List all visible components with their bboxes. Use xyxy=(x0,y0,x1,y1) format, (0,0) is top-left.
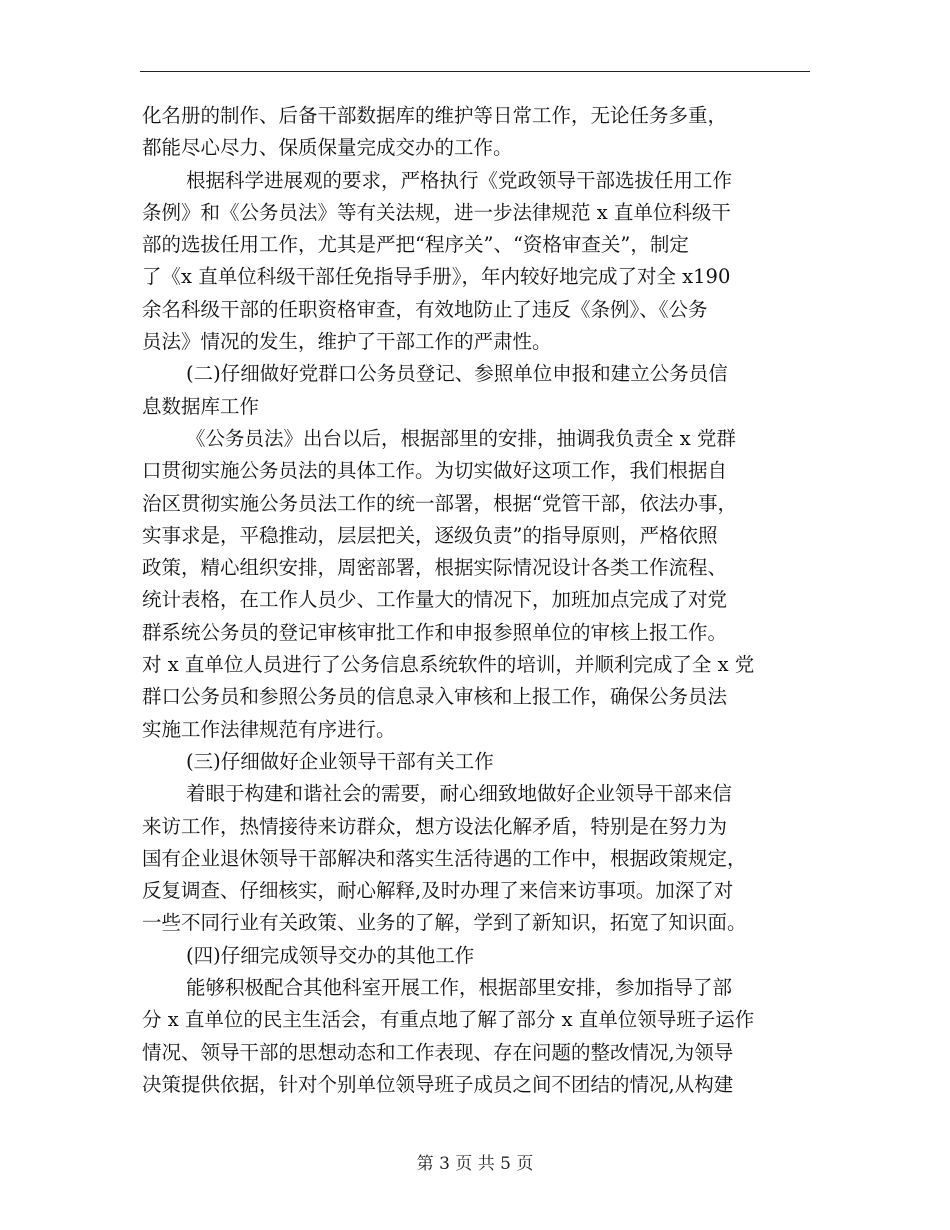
text-line: (四)仔细完成领导交办的其他工作 xyxy=(186,943,475,967)
text-line: 情况、领导干部的思想动态和工作表现、存在问题的整改情况,为领导 xyxy=(142,1040,734,1064)
text-line: 口贯彻实施公务员法的具体工作。为切实做好这项工作，我们根据自 xyxy=(142,459,728,483)
text-line: (三)仔细做好企业领导干部有关工作 xyxy=(186,749,494,773)
text-line: 了《x 直单位科级干部任免指导手册》，年内较好地完成了对全 x190 xyxy=(142,265,731,289)
text-line: (二)仔细做好党群口公务员登记、参照单位申报和建立公务员信 xyxy=(186,362,728,386)
text-line: 一些不同行业有关政策、业务的了解，学到了新知识，拓宽了知识面。 xyxy=(142,911,747,935)
document-body xyxy=(142,100,810,1101)
text-line: 统计表格，在工作人员少、工作量大的情况下，加班加点完成了对党 xyxy=(142,588,728,612)
text-line: 群系统公务员的登记审核审批工作和申报参照单位的审核上报工作。 xyxy=(142,620,728,644)
text-line: 决策提供依据，针对个别单位领导班子成员之间不团结的情况,从构建 xyxy=(142,1072,734,1096)
text-line: 息数据库工作 xyxy=(142,394,260,418)
text-line: 政策，精心组织安排，周密部署，根据实际情况设计各类工作流程、 xyxy=(142,556,728,580)
text-line: 国有企业退休领导干部解决和落实生活待遇的工作中，根据政策规定， xyxy=(142,846,747,870)
page-footer: 第 3 页 共 5 页 xyxy=(416,1154,534,1174)
header-rule xyxy=(140,71,810,72)
text-line: 能够积极配合其他科室开展工作，根据部里安排，参加指导了部 xyxy=(186,976,733,1000)
text-line: 分 x 直单位的民主生活会，有重点地了解了部分 x 直单位领导班子运作 xyxy=(142,1008,755,1032)
text-line: 治区贯彻实施公务员法工作的统一部署，根据“党管干部，依法办事， xyxy=(142,491,737,515)
text-line: 员法》情况的发生，维护了干部工作的严肃性。 xyxy=(142,330,552,354)
text-line: 着眼于构建和谐社会的需要，耐心细致地做好企业领导干部来信 xyxy=(186,782,733,806)
text-line: 对 x 直单位人员进行了公务信息系统软件的培训，并顺利完成了全 x 党 xyxy=(142,653,755,677)
text-line: 《公务员法》出台以后，根据部里的安排，抽调我负责全 x 党群 xyxy=(186,426,736,450)
text-line: 部的选拔任用工作，尤其是严把“程序关”、“资格审查关”，制定 xyxy=(142,233,689,257)
text-line: 来访工作，热情接待来访群众，想方设法化解矛盾，特别是在努力为 xyxy=(142,814,728,838)
text-line: 实施工作法律规范有序进行。 xyxy=(142,717,396,741)
text-line: 条例》和《公务员法》等有关法规，进一步法律规范 x 直单位科级干 xyxy=(142,200,731,224)
text-line: 反复调查、仔细核实，耐心解释,及时办理了来信来访事项。加深了对 xyxy=(142,879,734,903)
text-line: 化名册的制作、后备干部数据库的维护等日常工作，无论任务多重， xyxy=(142,104,728,127)
text-line: 根据科学进展观的要求，严格执行《党政领导干部选拔任用工作 xyxy=(186,168,733,192)
text-line: 实事求是，平稳推动，层层把关，逐级负责”的指导原则，严格依照 xyxy=(142,523,718,547)
text-line: 都能尽心尽力、保质保量完成交办的工作。 xyxy=(142,136,513,160)
text-line: 群口公务员和参照公务员的信息录入审核和上报工作，确保公务员法 xyxy=(142,685,728,709)
text-line: 余名科级干部的任职资格审查，有效地防止了违反《条例》、《公务 xyxy=(142,297,708,321)
